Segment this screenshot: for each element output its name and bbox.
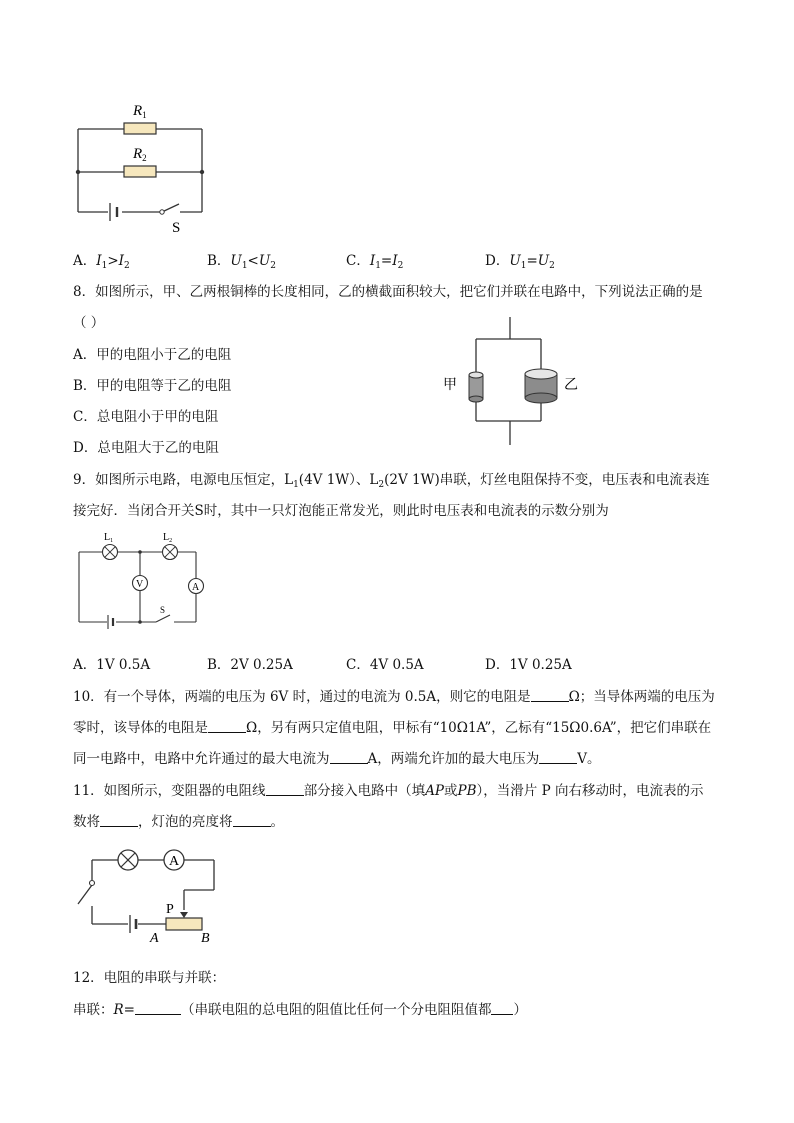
q11-blank-segment[interactable]: [266, 783, 304, 796]
q11-blank-brightness-change[interactable]: [233, 814, 271, 827]
slider-arrow: [180, 912, 188, 918]
q9-stem-line1: 9．如图所示电路，电源电压恒定，$L_1(4V$ 1W）、$L_2(2V$ 1W)串联，灯丝电阻保持不变，电压表和电流表连: [73, 472, 710, 490]
voltmeter-label: V: [136, 579, 144, 590]
label-l2: L: [163, 532, 170, 543]
q7-option-d[interactable]: D．$U_1=U_2$: [485, 253, 555, 271]
label-jia: 甲: [443, 378, 457, 393]
lamp-l1: [103, 545, 118, 560]
q10-blank-max-current[interactable]: [330, 751, 368, 764]
switch-pivot: [160, 210, 164, 214]
q7-circuit-diagram: [70, 98, 220, 238]
q11-circuit-diagram: [70, 840, 230, 948]
label-r2: R: [133, 146, 143, 162]
rheostat: [166, 918, 202, 930]
q10-line3: 同一电路中，电路中允许通过的最大电流为 A，两端允许加的最大电压为 V。: [73, 751, 601, 767]
q8-option-b[interactable]: B．甲的电阻等于乙的电阻: [73, 378, 232, 394]
q9-stem-line2: 接完好．当闭合开关S时，其中一只灯泡能正常发光，则此时电压表和电流表的示数分别为: [73, 503, 609, 519]
q12-series-line: 串联：R= （串联电阻的总电阻的阻值比任何一个分电阻阻值都 ）: [73, 1002, 527, 1018]
svg-text:L1: $L_1$: [104, 532, 114, 544]
junction-bottom: [138, 620, 142, 624]
q12-blank-series-compare[interactable]: [491, 1002, 513, 1015]
q8-stem-line1: 8．如图所示，甲、乙两根铜棒的长度相同，乙的横截面积较大，把它们并联在电路中，下列说法正确的是: [73, 284, 703, 300]
rod-yi: [525, 369, 557, 403]
q10-blank-max-voltage[interactable]: [539, 751, 577, 764]
resistor-r1: [124, 123, 156, 134]
q8-option-d[interactable]: D．总电阻大于乙的电阻: [73, 440, 219, 456]
q9-option-d[interactable]: D．1V 0.25A: [485, 657, 572, 673]
q12-blank-series-formula[interactable]: [135, 1002, 181, 1015]
svg-text:R1: $R_1$: [133, 103, 147, 120]
q10-line2: 零时，该导体的电阻是 Ω，另有两只定值电阻，甲标有“10Ω1A”，乙标有“15Ω0.6A”，把它们串联在: [73, 720, 712, 736]
ammeter-label: A: [169, 854, 180, 869]
ammeter-label: A: [192, 582, 200, 593]
junction-left: [76, 170, 80, 174]
junction-top: [138, 550, 142, 554]
q11-line2: 数将 ，灯泡的亮度将 。: [73, 814, 284, 830]
label-end-b: B: [201, 931, 210, 946]
q7-option-c[interactable]: C．$I_1=I_2$: [346, 253, 404, 271]
label-yi: 乙: [564, 378, 578, 393]
label-end-a: A: [150, 931, 159, 946]
label-l1: L: [104, 532, 111, 543]
junction-right: [200, 170, 204, 174]
switch-pivot: [90, 881, 95, 886]
q9-option-c[interactable]: C．4V 0.5A: [346, 657, 424, 673]
q8-stem-line2: （ ）: [73, 315, 105, 331]
label-p: P: [166, 902, 174, 917]
svg-text:R2: $R_2$: [133, 146, 147, 163]
label-switch: S: [160, 605, 166, 615]
q10-blank-zero-voltage-resistance[interactable]: [208, 720, 246, 733]
q8-option-a[interactable]: A．甲的电阻小于乙的电阻: [73, 347, 232, 363]
q12-title: 12．电阻的串联与并联：: [73, 970, 226, 986]
lamp: [118, 850, 138, 870]
q11-line1: 11．如图所示，变阻器的电阻线 部分接入电路中（填AP或PB），当滑片 P 向右移动时，电流表的示: [73, 783, 704, 799]
lamp-l2: [163, 545, 178, 560]
resistor-r2: [124, 166, 156, 177]
q7-option-b[interactable]: B．$U_1<U_2$: [207, 253, 276, 271]
q9-circuit-diagram: [70, 528, 215, 636]
label-switch: S: [172, 220, 181, 236]
q10-blank-resistance[interactable]: [531, 689, 569, 702]
svg-text:L2: $L_2$: [163, 532, 173, 544]
q8-rods-diagram: [440, 315, 590, 447]
label-r1: R: [133, 103, 143, 119]
q9-option-a[interactable]: A．1V 0.5A: [73, 657, 151, 673]
rod-jia: [469, 372, 483, 402]
q11-blank-ammeter-change[interactable]: [100, 814, 138, 827]
q10-line1: 10．有一个导体，两端的电压为 6V 时，通过的电流为 0.5A，则它的电阻是 Ω；当导体两端的电压为: [73, 689, 715, 705]
q8-option-c[interactable]: C．总电阻小于甲的电阻: [73, 409, 219, 425]
q7-option-a[interactable]: A．$I_1>I_2$: [73, 253, 130, 271]
q9-option-b[interactable]: B．2V 0.25A: [207, 657, 293, 673]
